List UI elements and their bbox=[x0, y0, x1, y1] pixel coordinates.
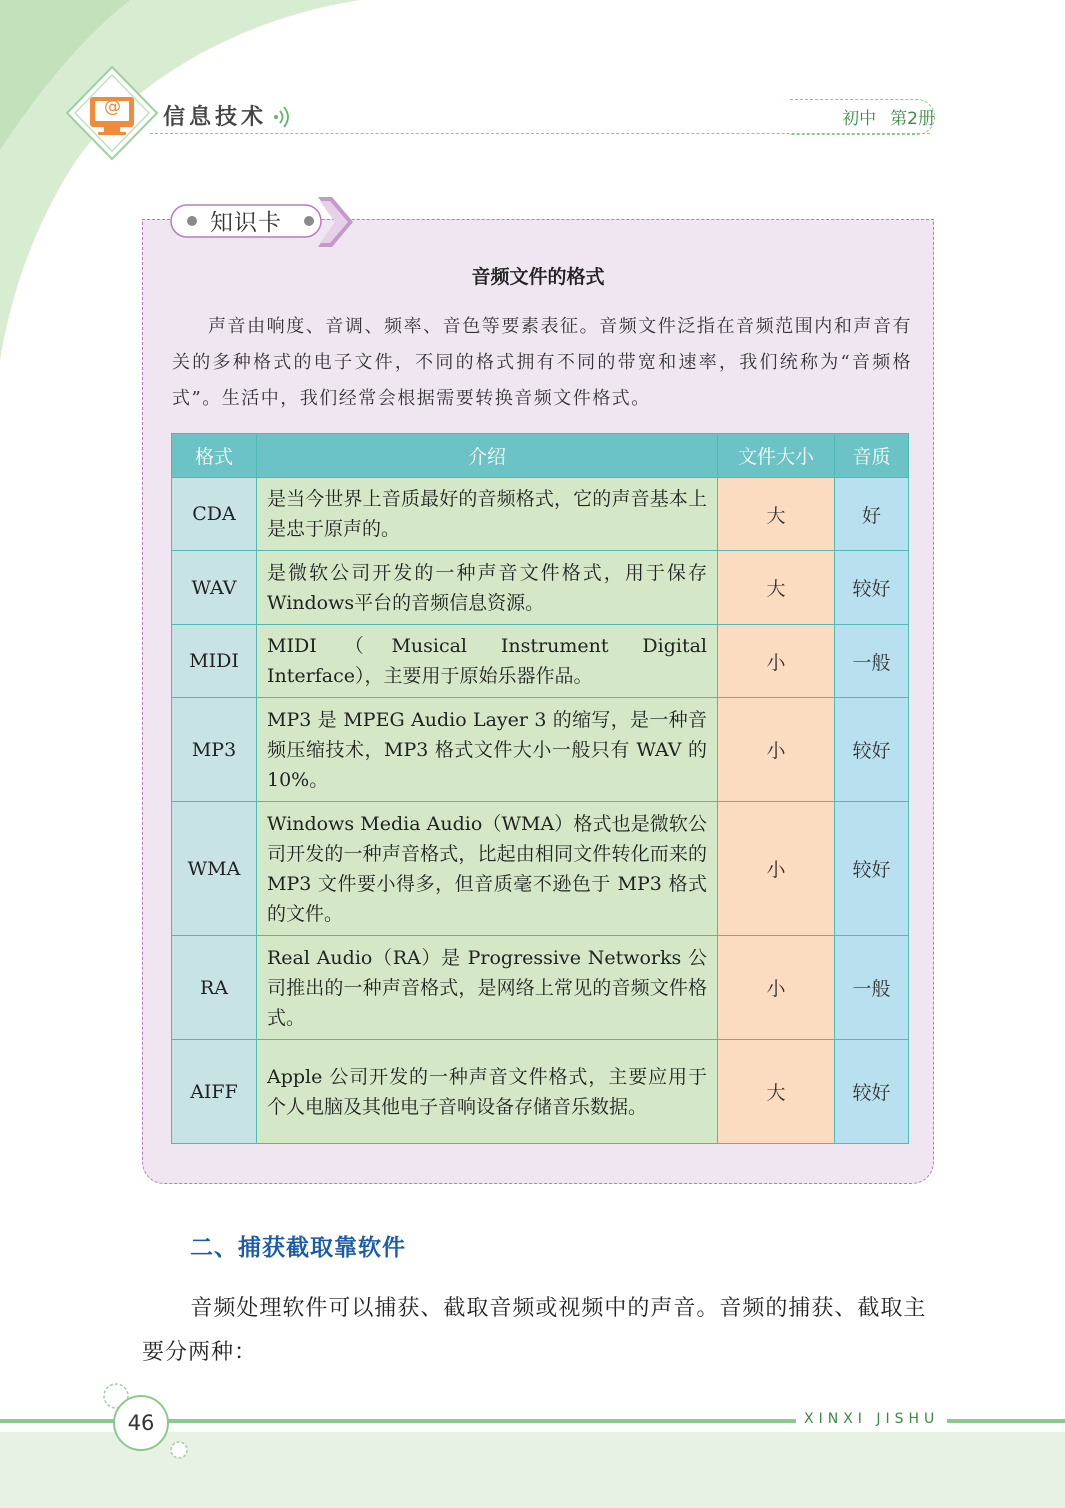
desc-cell: Real Audio（RA）是 Progressive Networks 公司推出的一种声音格式，是网络上常见的音频文件格式。 bbox=[257, 936, 718, 1040]
table-row bbox=[172, 802, 909, 936]
quality-cell: 较好 bbox=[835, 1040, 909, 1144]
size-cell: 小 bbox=[718, 698, 835, 802]
bullet-icon bbox=[187, 216, 197, 226]
size-cell: 大 bbox=[718, 1040, 835, 1144]
desc-cell: MIDI（Musical Instrument Digital Interface），主要用于原始乐器作品。 bbox=[257, 625, 718, 698]
card-label: 知识卡 bbox=[210, 210, 282, 236]
desc-cell: Apple 公司开发的一种声音文件格式，主要应用于个人电脑及其他电子音响设备存储音乐数据。 bbox=[257, 1040, 718, 1144]
quality-cell: 较好 bbox=[835, 802, 909, 936]
format-cell: RA bbox=[172, 936, 257, 1040]
table-header-row bbox=[172, 434, 909, 478]
header-intro: 介绍 bbox=[257, 434, 718, 478]
card-paragraph: 声音由响度、音调、频率、音色等要素表征。音频文件泛指在音频范围内和声音有关的多种格式的电子文件，不同的格式拥有不同的带宽和速率，我们统称为“音频格式”。生活中，我们经常会根据需要转换音频文件格式。 bbox=[172, 316, 912, 409]
series-title: 信息技术 bbox=[163, 105, 268, 130]
format-cell: WAV bbox=[172, 551, 257, 625]
format-cell: WMA bbox=[172, 802, 257, 936]
section-paragraph: 音频处理软件可以捕获、截取音频或视频中的声音。音频的捕获、截取主要分两种： bbox=[142, 1296, 927, 1365]
quality-cell: 好 bbox=[835, 478, 909, 551]
format-cell: AIFF bbox=[172, 1040, 257, 1144]
book-info bbox=[828, 104, 935, 129]
quality-cell: 较好 bbox=[835, 551, 909, 625]
desc-cell: MP3 是 MPEG Audio Layer 3 的缩写，是一种音频压缩技术，MP3 格式文件大小一般只有 WAV 的 10%。 bbox=[257, 698, 718, 802]
format-cell: MP3 bbox=[172, 698, 257, 802]
size-cell: 大 bbox=[718, 551, 835, 625]
audio-format-table bbox=[171, 433, 909, 1144]
quality-cell: 较好 bbox=[835, 698, 909, 802]
section-title: 二、捕获截取靠软件 bbox=[190, 1234, 406, 1261]
header-quality: 音质 bbox=[835, 434, 909, 478]
quality-cell: 一般 bbox=[835, 625, 909, 698]
card-heading: 音频文件的格式 bbox=[471, 266, 605, 288]
size-cell: 小 bbox=[718, 802, 835, 936]
header-divider bbox=[150, 133, 930, 134]
table-row bbox=[172, 1040, 909, 1144]
sound-wave-icon bbox=[272, 104, 294, 130]
format-cell: MIDI bbox=[172, 625, 257, 698]
footer-label: XINXI JISHU bbox=[796, 1411, 947, 1427]
desc-cell: Windows Media Audio（WMA）格式也是微软公司开发的一种声音格式，比起由相同文件转化而来的 MP3 文件要小得多，但音质毫不逊色于 MP3 格式的文件。 bbox=[257, 802, 718, 936]
desc-cell: 是微软公司开发的一种声音文件格式，用于保存Windows平台的音频信息资源。 bbox=[257, 551, 718, 625]
book-level: 初中 bbox=[842, 109, 877, 129]
book-volume: 第2册 bbox=[890, 109, 935, 129]
format-cell: CDA bbox=[172, 478, 257, 551]
header-size: 文件大小 bbox=[718, 434, 835, 478]
header-format: 格式 bbox=[172, 434, 257, 478]
size-cell: 大 bbox=[718, 478, 835, 551]
table-row bbox=[172, 625, 909, 698]
table-row bbox=[172, 936, 909, 1040]
desc-cell: 是当今世界上音质最好的音频格式，它的声音基本上是忠于原声的。 bbox=[257, 478, 718, 551]
size-cell: 小 bbox=[718, 936, 835, 1040]
table-row bbox=[172, 698, 909, 802]
page-number: 46 bbox=[127, 1411, 155, 1435]
table-row bbox=[172, 478, 909, 551]
table-row bbox=[172, 551, 909, 625]
at-icon: @ bbox=[104, 97, 121, 117]
quality-cell: 一般 bbox=[835, 936, 909, 1040]
size-cell: 小 bbox=[718, 625, 835, 698]
bullet-icon bbox=[304, 216, 314, 226]
